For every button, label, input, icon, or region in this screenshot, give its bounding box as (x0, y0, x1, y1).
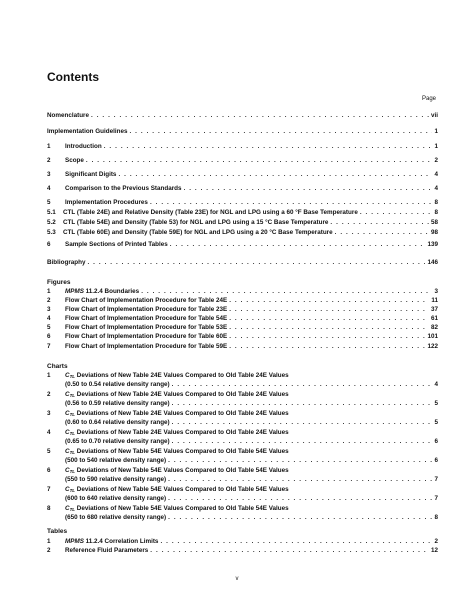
chart-entry-title[interactable]: 4 $C_{TL}$ Deviations of New Table 24E Values Compared to Old Table 24E Values (47, 429, 289, 436)
dot-leader (170, 240, 426, 250)
chart-entry[interactable] (65, 437, 438, 447)
entry-page-number: 7 (434, 476, 438, 483)
entry-page-number: 146 (427, 259, 438, 266)
dot-leader (335, 228, 429, 238)
entry-number: 7 (47, 486, 51, 493)
dot-leader (360, 208, 433, 218)
section-entry[interactable] (47, 142, 438, 152)
entry-page-number: 11 (431, 297, 438, 304)
page-number-footer: v (235, 576, 239, 582)
chart-entry[interactable] (65, 380, 438, 390)
section-entry[interactable] (47, 240, 438, 250)
chart-entry-title[interactable]: 3 $C_{TL}$ Deviations of New Table 24E Values Compared to Old Table 24E Values (47, 410, 289, 417)
entry-number: 1 (47, 143, 51, 150)
chart-entry[interactable] (65, 475, 438, 485)
toc-entry-implementation-guidelines[interactable] (47, 127, 438, 137)
chart-entry-title[interactable]: 6 $C_{TL}$ Deviations of New Table 54E Values Compared to Old Table 54E Values (47, 467, 289, 474)
chart-entry[interactable] (65, 513, 438, 523)
entry-page-number: 2 (434, 538, 438, 545)
section-entry[interactable] (47, 228, 438, 238)
entry-title: Flow Chart of Implementation Procedure for Table 23E (65, 306, 228, 313)
entry-number: 5.2 (47, 219, 56, 226)
entry-page-number: 1 (434, 128, 438, 135)
table-entry[interactable] (47, 546, 438, 556)
entry-page-number: 4 (434, 185, 438, 192)
entry-title: Nomenclature (47, 112, 89, 119)
entry-number: 7 (47, 343, 51, 350)
dot-leader (86, 156, 433, 166)
entry-page-number: 139 (427, 241, 438, 248)
entry-title: Significant Digits (65, 171, 117, 178)
chart-entry-title[interactable]: 2 $C_{TL}$ Deviations of New Table 24E Values Compared to Old Table 24E Values (47, 391, 289, 398)
entry-number: 4 (47, 315, 51, 322)
entry-number: 3 (47, 306, 51, 313)
entry-title: (650 to 680 relative density range) (65, 514, 167, 521)
entry-title: Flow Chart of Implementation Procedure for Table 24E (65, 297, 228, 304)
dot-leader (150, 198, 433, 208)
section-entry[interactable] (47, 218, 438, 228)
entry-number: 2 (47, 547, 51, 554)
entry-title: MPMS 11.2.4 Boundaries (65, 288, 140, 295)
entry-title: Implementation Procedures (65, 199, 148, 206)
contents-heading: Contents (47, 70, 99, 84)
figure-entry[interactable] (47, 342, 438, 352)
entry-number: 3 (47, 410, 51, 417)
figures-heading: Figures (47, 279, 71, 286)
dot-leader (150, 546, 429, 556)
entry-page-number: 37 (430, 306, 438, 313)
section-entry[interactable] (47, 156, 438, 166)
entry-page-number: 4 (434, 171, 438, 178)
entry-title: MPMS 11.2.4 Correlation Limits (65, 538, 159, 545)
chart-entry-title[interactable]: 5 $C_{TL}$ Deviations of New Table 54E Values Compared to Old Table 54E Values (47, 448, 289, 455)
dot-leader (168, 475, 432, 485)
entry-number: 2 (47, 391, 51, 398)
entry-number: 8 (47, 505, 51, 512)
chart-entry[interactable] (65, 418, 438, 428)
dot-leader (104, 142, 433, 152)
entry-page-number: 6 (434, 457, 438, 464)
entry-title: (0.56 to 0.59 relative density range) (65, 400, 170, 407)
entry-title: CTL (Table 54E) and Density (Table 53) for NGL and LPG using a 15 °C Base Temperature (63, 219, 329, 226)
figure-entry[interactable] (47, 332, 438, 342)
entry-page-number: 5 (434, 400, 438, 407)
entry-number: 1 (47, 538, 51, 545)
entry-title: (550 to 590 relative density range) (65, 476, 167, 483)
section-entry[interactable] (47, 184, 438, 194)
dot-leader (229, 342, 425, 352)
entry-page-number: 8 (434, 209, 438, 216)
entry-title: Bibliography (47, 259, 86, 266)
dot-leader (118, 170, 432, 180)
chart-entry-title[interactable]: 8 $C_{TL}$ Deviations of New Table 54E Values Compared to Old Table 54E Values (47, 505, 289, 512)
entry-page-number: 12 (430, 547, 438, 554)
dot-leader (172, 418, 433, 428)
dot-leader (87, 258, 425, 268)
entry-page-number: 3 (434, 288, 438, 295)
section-entry[interactable] (47, 170, 438, 180)
entry-page-number: 98 (430, 229, 438, 236)
entry-number: 4 (47, 185, 51, 192)
chart-entry[interactable] (65, 399, 438, 409)
dot-leader (184, 184, 433, 194)
section-entry[interactable] (47, 198, 438, 208)
entry-page-number: 101 (427, 333, 438, 340)
entry-page-number: 1 (434, 143, 438, 150)
dot-leader (229, 332, 425, 342)
entry-title: Implementation Guidelines (47, 128, 128, 135)
entry-page-number: vii (430, 112, 438, 119)
entry-number: 4 (47, 429, 51, 436)
entry-number: 3 (47, 171, 51, 178)
entry-title: Introduction (65, 143, 102, 150)
toc-entry-nomenclature[interactable] (47, 111, 438, 121)
dot-leader (129, 127, 432, 137)
dot-leader (168, 456, 432, 466)
entry-page-number: 122 (427, 343, 438, 350)
entry-page-number: 58 (430, 219, 438, 226)
entry-page-number: 8 (434, 199, 438, 206)
entry-title: Comparison to the Previous Standards (65, 185, 182, 192)
dot-leader (168, 494, 432, 504)
entry-title: CTL (Table 24E) and Relative Density (Table 23E) for NGL and LPG using a 60 °F Base Temperature (63, 209, 358, 216)
entry-page-number: 2 (434, 157, 438, 164)
entry-number: 2 (47, 157, 51, 164)
entry-title: Flow Chart of Implementation Procedure for Table 53E (65, 324, 228, 331)
entry-number: 5 (47, 448, 51, 455)
tables-heading: Tables (47, 528, 68, 535)
entry-title: Sample Sections of Printed Tables (65, 241, 168, 248)
chart-entry-title[interactable]: 7 $C_{TL}$ Deviations of New Table 54E Values Compared to Old Table 54E Values (47, 486, 289, 493)
dot-leader (172, 380, 433, 390)
entry-number: 1 (47, 288, 51, 295)
entry-title: Scope (65, 157, 84, 164)
entry-number: 6 (47, 333, 51, 340)
entry-title: (600 to 640 relative density range) (65, 495, 167, 502)
dot-leader (172, 399, 433, 409)
charts-heading: Charts (47, 363, 68, 370)
section-entry[interactable] (47, 208, 438, 218)
entry-number: 1 (47, 372, 51, 379)
entry-number: 2 (47, 297, 51, 304)
entry-number: 5 (47, 199, 51, 206)
entry-page-number: 5 (434, 419, 438, 426)
entry-page-number: 61 (430, 315, 438, 322)
entry-title: (0.60 to 0.64 relative density range) (65, 419, 170, 426)
entry-page-number: 6 (434, 438, 438, 445)
entry-title: (500 to 540 relative density range) (65, 457, 167, 464)
dot-leader (168, 513, 432, 523)
entry-title: Reference Fluid Parameters (65, 547, 149, 554)
toc-entry-bibliography[interactable] (47, 258, 438, 268)
entry-number: 5 (47, 324, 51, 331)
page-column-label: Page (421, 96, 436, 102)
entry-number: 5.3 (47, 229, 56, 236)
dot-leader (91, 111, 429, 121)
entry-number: 6 (47, 241, 51, 248)
dot-leader (330, 218, 429, 228)
dot-leader (172, 437, 433, 447)
entry-number: 5.1 (47, 209, 56, 216)
entry-page-number: 82 (430, 324, 438, 331)
entry-title: CTL (Table 60E) and Density (Table 59E) for NGL and LPG using a 20 °C Base Temperature (63, 229, 333, 236)
chart-entry-title[interactable]: 1 $C_{TL}$ Deviations of New Table 24E Values Compared to Old Table 24E Values (47, 372, 289, 379)
entry-title: (0.50 to 0.54 relative density range) (65, 381, 170, 388)
entry-page-number: 7 (434, 495, 438, 502)
chart-entry[interactable] (65, 456, 438, 466)
entry-title: (0.65 to 0.70 relative density range) (65, 438, 170, 445)
chart-entry[interactable] (65, 494, 438, 504)
entry-title: Flow Chart of Implementation Procedure for Table 54E (65, 315, 228, 322)
entry-number: 6 (47, 467, 51, 474)
entry-title: Flow Chart of Implementation Procedure for Table 60E (65, 333, 228, 340)
entry-title: Flow Chart of Implementation Procedure for Table 59E (65, 343, 228, 350)
entry-page-number: 8 (434, 514, 438, 521)
entry-page-number: 4 (434, 381, 438, 388)
